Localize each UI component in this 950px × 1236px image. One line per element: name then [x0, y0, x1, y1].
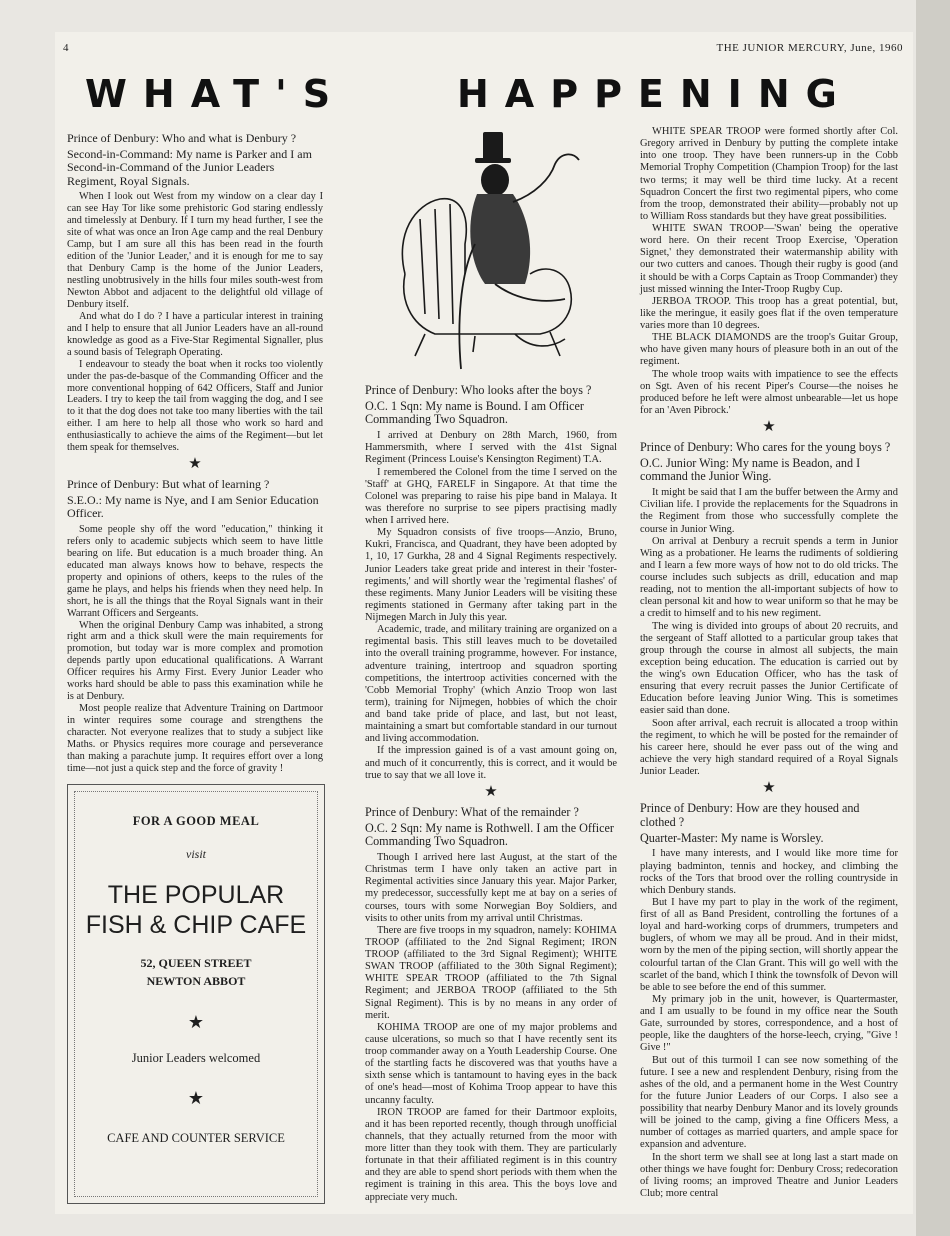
- newspaper-page: [55, 32, 913, 1214]
- ad-business-name: [75, 880, 317, 940]
- question-heading: Prince of Denbury: Who and what is Denbury ?: [67, 131, 297, 145]
- paragraph: I remembered the Colonel from the time I served on the 'Staff' at GHQ, FARELF in Singapore. At that time the Colonel was preparing to raise his pipe band in Malaya. It was therefore no surprise to see pipers practising madly when I arrived here.: [365, 466, 617, 527]
- paragraph: But I have my part to play in the work of the regiment, first of all as Band President, controlling the fortunes of a loyal and hard-working corps of drummers, trumpeters and buglers, of whom we may all be proud. And in their midst, worn by the men of the piping section, will shortly appear the colourful tartan of the Clan Grant. This will go well with the scarlet of the band, which I think the townsfolk of Devon will be able to see before the end of this summer.: [640, 896, 898, 993]
- advertisement-inner-border: [74, 791, 318, 1197]
- column-3: [640, 126, 898, 1200]
- paragraph: When I look out West from my window on a clear day I can see Hay Tor like some prehistoric God staring endlessly and timelessly at Denbury. If I turn my head further, I see the site of what was once an Iron Age camp and the real Denbury Camp, but I am sure all this has been read in the fourth edition of the 'Junior Leader,' and it is enough for me to say that Denbury Camp is the home of the Junior Leaders, nestling unobtrusively in the hills four miles south-west from Newton Abbot and adjacent to the delightful old village of Denbury itself.: [67, 191, 323, 310]
- paragraph: My Squadron consists of five troops—Anzio, Bruno, Kukri, Francisca, and Quadrant, they have been adopted by 1, 10, 17 Gurkha, 28 and 4 Signal Regiments respectively. Junior Leaders take great pride and interest in their 'foster-regiments,' and will shortly wear the 'regimental flashes' of these regiments. Many Junior Leaders will be visiting these regiments stationed in Germany after taking part in the Nijmegen March in July this year.: [365, 527, 617, 624]
- answer-heading: Quarter-Master: My name is Worsley.: [640, 830, 824, 845]
- star-divider: ★: [762, 419, 776, 435]
- running-title: THE JUNIOR MERCURY, June, 1960: [716, 42, 903, 54]
- ad-service: CAFE AND COUNTER SERVICE: [107, 1131, 285, 1145]
- paragraph: Though I arrived here last August, at the start of the Christmas term I have only taken an active part in Regimental activities since January this year. Major Parker, my predecessor, successfully kept me at bay on a series of courses, tours with some Norwegian Boy Soldiers, and visits to other units from my arrival until Christmas.: [365, 852, 617, 924]
- piper-illustration: [365, 124, 600, 374]
- answer-heading: O.C. Junior Wing: My name is Beadon, and I command the Junior Wing.: [640, 455, 861, 484]
- paragraph: KOHIMA TROOP are one of my major problems and cause ulcerations, so much so that I have recently sent its troop commander away on a Youth Leadership Course. One of the startling facts he discovered was that youths have a sixth sense which is tantamount to having eyes in the back of one's head—most of Kohima Troop appear to have this uncanny faculty.: [365, 1021, 617, 1106]
- ad-tagline: FOR A GOOD MEAL: [132, 814, 260, 828]
- answer-heading: Second-in-Command: My name is Parker and I am Second-in-Command of the Junior Leaders Regiment, Royal Signals.: [67, 146, 312, 188]
- ad-visit: visit: [186, 847, 206, 861]
- paragraph: There are five troops in my squadron, namely: KOHIMA TROOP (affiliated to the 2nd Signal Regiment; IRON TROOP (affiliated to the 3rd Signal Regiment); WHITE SWAN TROOP (affiliated to the 30th Signal Regiment); WHITE SPEAR TROOP (affiliated to the 7th Signal Regiment; and JERBOA TROOP (affiliated to the 5th Signal Regiment). This is by no means in any order of merit.: [365, 924, 617, 1021]
- advertisement-box: [67, 784, 325, 1204]
- paragraph: But out of this turmoil I can see now something of the future. I see a new and resplendent Denbury, rising from the ashes of the old, and a permanent home in the West Country for the future Junior Leaders of our Corps. I also see a possibility that nearby Denbury Manor and its lovely grounds will be joined to the camp, giving a fine Officers Mess, a number of cottages as married quarters, and ample space for expansion and adventure.: [640, 1054, 898, 1151]
- page-number: 4: [63, 42, 69, 54]
- answer-heading: O.C. 2 Sqn: My name is Rothwell. I am the Officer Commanding Two Squadron.: [365, 820, 614, 849]
- paragraph: THE BLACK DIAMONDS are the troop's Guitar Group, who have given many hours of pleasure both in an out of the regiment.: [640, 332, 898, 368]
- star-icon: ★: [187, 1088, 205, 1108]
- paragraph: I have many interests, and I would like more time for playing badminton, tennis and hockey, and climbing the rocks of the Tors that brood over the rolling countryside in which Denbury stands.: [640, 848, 898, 896]
- paragraph: When the original Denbury Camp was inhabited, a strong right arm and a thick skull were the main requirements for promotion, but today war is more complex and promotion depends partly upon educational qualifications. A Warrant Officer requires his Army First. Every Junior Leader who works hard should be able to pass this examination while he is at Denbury.: [67, 619, 323, 703]
- answer-heading: S.E.O.: My name is Nye, and I am Senior Education Officer.: [67, 492, 319, 521]
- ad-business-name-line1: THE POPULAR: [107, 881, 285, 909]
- paragraph: On arrival at Denbury a recruit spends a term in Junior Wing as a probationer. He learns the rudiments of soldiering and I learn a few more ways of how not to do old tricks. The course includes such subjects as drill, education and map reading, not to mention the all-important subjects of how to clean personal kit and how to wear uniform so that he may be a credit to himself and to his new regiment.: [640, 535, 898, 620]
- answer-heading: O.C. 1 Sqn: My name is Bound. I am Officer Commanding Two Squadron.: [365, 398, 584, 427]
- paragraph: My primary job in the unit, however, is Quartermaster, and I am usually to be found in my office near the South Gate, surrounded by stores, correspondence, and a host of people, like the daughters of the horse-leech, crying, "Give ! Give !": [640, 993, 898, 1054]
- star-icon: ★: [187, 1012, 205, 1032]
- question-heading: Prince of Denbury: Who looks after the boys ?: [365, 383, 592, 397]
- ad-address: [75, 954, 317, 990]
- paragraph: Most people realize that Adventure Training on Dartmoor in winter requires some courage and strengthens the character. Not everyone realizes that to study a subject like Maths. or Physics requires more courage and perseverance than making a parachute jump. It requires effort over a long time—not just a quick step and the force of gravity !: [67, 703, 323, 774]
- paragraph: And what do I do ? I have a particular interest in training and I help to ensure that all Junior Leaders have an all-round knowledge as good as a Five-Star Regimental Signaller, plus a sound basis of Telegraph Operating.: [67, 310, 323, 358]
- paragraph: It might be said that I am the buffer between the Army and Civilian life. I provide the replacements for the Squadrons in the Regiment from those who successfully complete the course in Junior Wing.: [640, 487, 898, 535]
- ad-town: NEWTON ABBOT: [146, 974, 246, 988]
- paragraph: If the impression gained is of a vast amount going on, and much of it concurrently, this is correct, and it would be true to say that we all love it.: [365, 745, 617, 781]
- headline-word-whats: WHAT'S: [85, 72, 347, 116]
- ad-welcome: Junior Leaders welcomed: [131, 1051, 261, 1065]
- question-heading: Prince of Denbury: How are they housed and clothed ?: [640, 801, 860, 829]
- question-heading: Prince of Denbury: Who cares for the young boys ?: [640, 440, 891, 454]
- ad-street: 52, QUEEN STREET: [140, 956, 252, 970]
- paragraph: IRON TROOP are famed for their Dartmoor exploits, and it has been reported recently, though through unofficial channels, that they actually returned from the moor with more litter than they took with them. They are particularly fortunate in that their affiliated regiment is in this country and they are able to spend short periods with them when the regiment is training in this area. This the boys love and appreciate very much.: [365, 1106, 617, 1203]
- headline-banner: [85, 72, 895, 118]
- headline-word-happening: HAPPENING: [457, 72, 853, 116]
- paragraph: Some people shy off the word "education," thinking it refers only to academic subjects which seem to have little bearing on life. But education is a much broader thing. An educated man always knows how to behave, respects the property and opinions of others, keeps to the rules of the game he plays, and helps his friends when they need help. In short, he is all the things that the Royal Signals want in their Warrant Officers and Sergeants.: [67, 523, 323, 619]
- paragraph: I endeavour to steady the boat when it rocks too violently under the pas-de-basque of the Commanding Officer and the more conventional hopping of 642 Officers, Staff and Junior Leaders. I try to keep the tail from wagging the dog, and I see to it that the dog does not take too many liberties with the tail either. I am here to help all those who work so hard and enthusiastically to achieve the aims of the Regiment—but let them speak for themselves.: [67, 358, 323, 454]
- question-heading: Prince of Denbury: But what of learning ?: [67, 477, 270, 492]
- paragraph: WHITE SWAN TROOP—'Swan' being the operative word here. On their recent Troop Exercise, 'Operation Signet,' they demonstrated their watermanship ability with our two cutters and canoes. Though their rugby is good (and it should be with a Corps Captain as Troop Commander) they just missed winning the Inter-Troop Rugby Cup.: [640, 223, 898, 295]
- page-edge: [916, 0, 950, 1236]
- column-2: [365, 378, 617, 1204]
- figure-drawing: [470, 132, 530, 284]
- question-heading: Prince of Denbury: What of the remainder ?: [365, 804, 579, 819]
- ad-business-name-line2: FISH & CHIP CAFE: [85, 911, 307, 939]
- paragraph: The wing is divided into groups of about 20 recruits, and the sergeant of Staff allotted to a particular group takes that group through the course in almost all subjects, the main exception being education. The education is carried out by the wing's own Education Officer, who has the task of ensuring that every recruit passes the Junior Certificate of Education before leaving Junior Wing. This is sometimes easier said than done.: [640, 620, 898, 717]
- paragraph: JERBOA TROOP. This troop has a great potential, but, like the meringue, it easily goes flat if the oven temperature varies more than 10 degrees.: [640, 295, 898, 331]
- paragraph: The whole troop waits with impatience to see the effects on Sgt. Aven of his recent Piper's Course—the noises he produced before he left were almost unbearable—let us hope for an 'Aven Pibrock.': [640, 368, 898, 416]
- star-divider: ★: [484, 783, 498, 800]
- paragraph: I arrived at Denbury on 28th March, 1960, from Hammersmith, where I served with the 41st Signal Regiment (Princess Louise's Kensington Regiment) T.A.: [365, 430, 617, 466]
- paragraph: WHITE SPEAR TROOP were formed shortly after Col. Gregory arrived in Denbury by putting the complete intake into one troop. They have been runners-up in the Cobb Memorial Trophy Competition (Champion Troop) for the last two terms; it may well be third time lucky. At a recent Squadron Concert the first two regimental pipers, who come from the troop, demonstrated their ability—probably not up to William Ross standards but they have great possibilities.: [640, 126, 898, 222]
- paragraph: Academic, trade, and military training are organized on a regimental basis. This still leaves much to be dovetailed into the overall training programme, however. For instance, adventure training, intertroop and squadron sporting competitions, the intertroop activities concerned with the 'Cobb Memorial Trophy' (which Anzio Troop won last term), training for Nijmegen, hobbies of which the choir and band take pride of place, and last, but not least, maintaining a smart but comfortable standard in our turnout and living accommodation.: [365, 624, 617, 745]
- star-divider: ★: [188, 456, 202, 473]
- star-divider: ★: [762, 780, 776, 797]
- paragraph: Soon after arrival, each recruit is allocated a troop within the regiment, to which he will be posted for the remainder of his career here, should he ever pass out of the wing and achieve the very high standard required of a Royal Signals Junior Leader.: [640, 717, 898, 778]
- paragraph: In the short term we shall see at long last a start made on other things we have fought for: Denbury Cross; redecoration of living rooms; an improved Theatre and Junior Leaders Club; more central: [640, 1151, 898, 1199]
- column-1: [67, 126, 323, 775]
